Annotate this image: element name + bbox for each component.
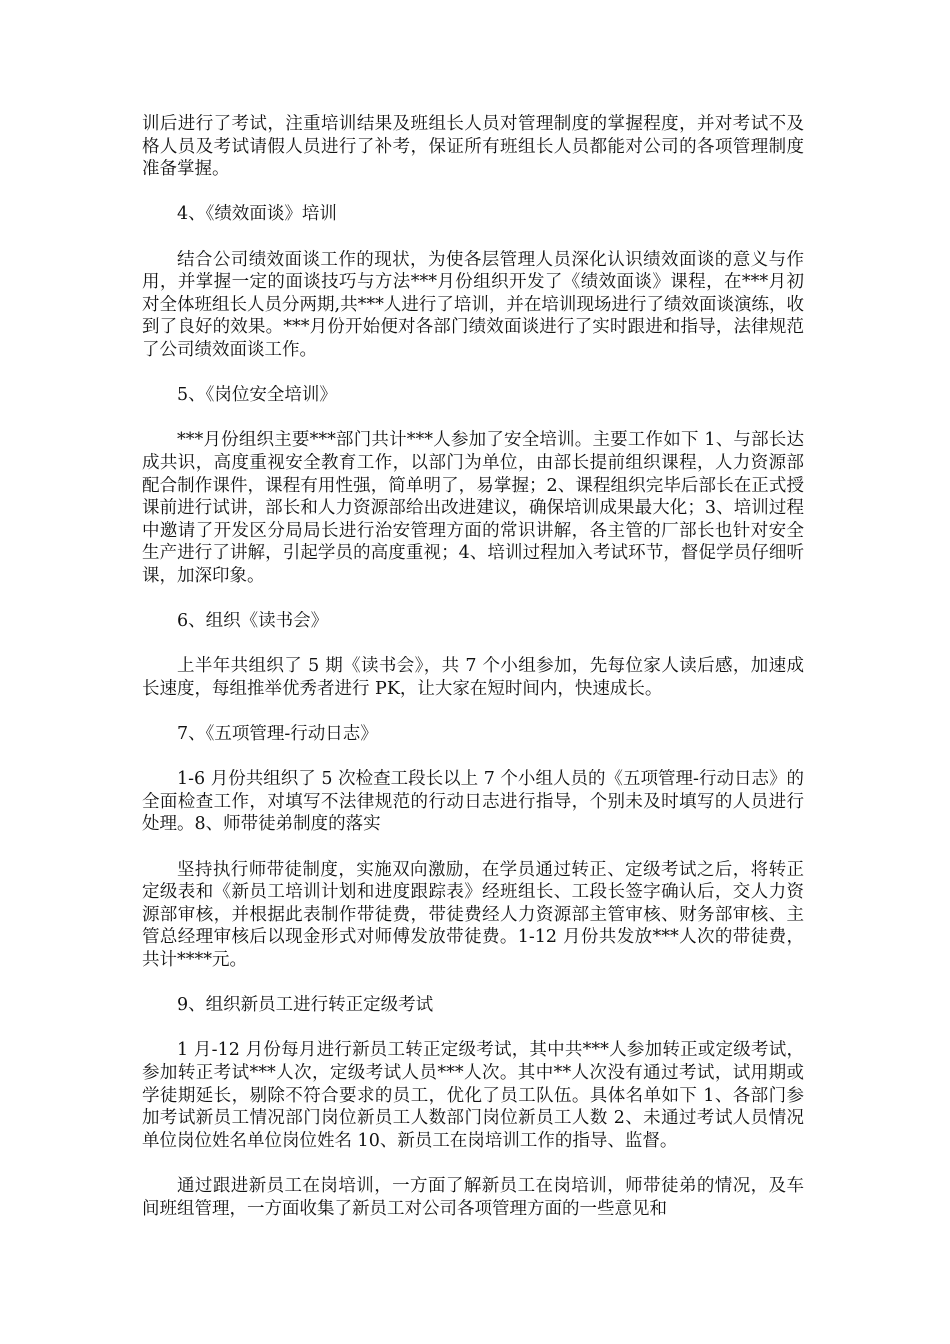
heading-new-employee-exam: 9、组织新员工进行转正定级考试	[177, 995, 434, 1016]
heading-reading-club: 6、组织《读书会》	[177, 611, 329, 632]
heading-safety-training: 5、《岗位安全培训》	[177, 385, 337, 406]
heading-performance-interview-training: 4、《绩效面谈》培训	[177, 204, 337, 225]
heading-action-log: 7、《五项管理-行动日志》	[177, 724, 378, 745]
paragraph-on-job-training: 通过跟进新员工在岗培训，一方面了解新员工在岗培训，师带徒弟的情况，及车间班组管理，一方面收集了新员工对公司各项管理方面的一些意见和	[142, 1175, 804, 1219]
document-body	[142, 113, 804, 1243]
paragraph-new-employee-exam: 1 月-12 月份每月进行新员工转正定级考试，其中共***人参加转正或定级考试，参加转正考试***人次，定级考试人员***人次。其中**人次没有通过考试，试用期或学徒期延长，剔除不符合要求的员工，优化了员工队伍。具体名单如下 1、各部门参加考试新员工情况部门岗位新员工人数部门岗位新员工人数 2、未通过考试人员情况单位岗位姓名单位岗位姓名 10、新员工在岗培训工作的指导、监督。	[142, 1040, 804, 1151]
paragraph-reading-club: 上半年共组织了 5 期《读书会》，共 7 个小组参加，先每位家人读后感，加速成长速度，每组推举优秀者进行 PK，让大家在短时间内，快速成长。	[142, 656, 804, 699]
paragraph-performance-interview: 结合公司绩效面谈工作的现状，为使各层管理人员深化认识绩效面谈的意义与作用，并掌握一定的面谈技巧与方法***月份组织开发了《绩效面谈》课程，在***月初对全体班组长人员分两期,共***人进行了培训，并在培训现场进行了绩效面谈演练，收到了良好的效果。***月份开始便对各部门绩效面谈进行了实时跟进和指导，法律规范了公司绩效面谈工作。	[142, 249, 804, 360]
paragraph-mentorship: 坚持执行师带徒制度，实施双向激励，在学员通过转正、定级考试之后，将转正定级表和《新员工培训计划和进度跟踪表》经班组长、工段长签字确认后，交人力资源部审核，并根据此表制作带徒费，带徒费经人力资源部主管审核、财务部审核、主管总经理审核后以现金形式对师傅发放带徒费。1-12 月份共发放***人次的带徒费，共计****元。	[142, 859, 804, 970]
paragraph-training-exam-continuation: 训后进行了考试，注重培训结果及班组长人员对管理制度的掌握程度，并对考试不及格人员及考试请假人员进行了补考，保证所有班组长人员都能对公司的各项管理制度准备掌握。	[142, 114, 804, 180]
paragraph-action-log: 1-6 月份共组织了 5 次检查工段长以上 7 个小组人员的《五项管理-行动日志》的全面检查工作，对填写不法律规范的行动日志进行指导，个别未及时填写的人员进行处理。8、师带徒弟制度的落实	[142, 769, 804, 835]
paragraph-safety-training: ***月份组织主要***部门共计***人参加了安全培训。主要工作如下 1、与部长达成共识，高度重视安全教育工作，以部门为单位，由部长提前组织课程，人力资源部配合制作课件，课程有用性强，简单明了，易掌握；2、课程组织完毕后部长在正式授课前进行试讲，部长和人力资源部给出改进建议，确保培训成果最大化；3、培训过程中邀请了开发区分局局长进行治安管理方面的常识讲解，各主管的厂部长也针对安全生产进行了讲解，引起学员的高度重视；4、培训过程加入考试环节，督促学员仔细听课，加深印象。	[142, 430, 804, 586]
